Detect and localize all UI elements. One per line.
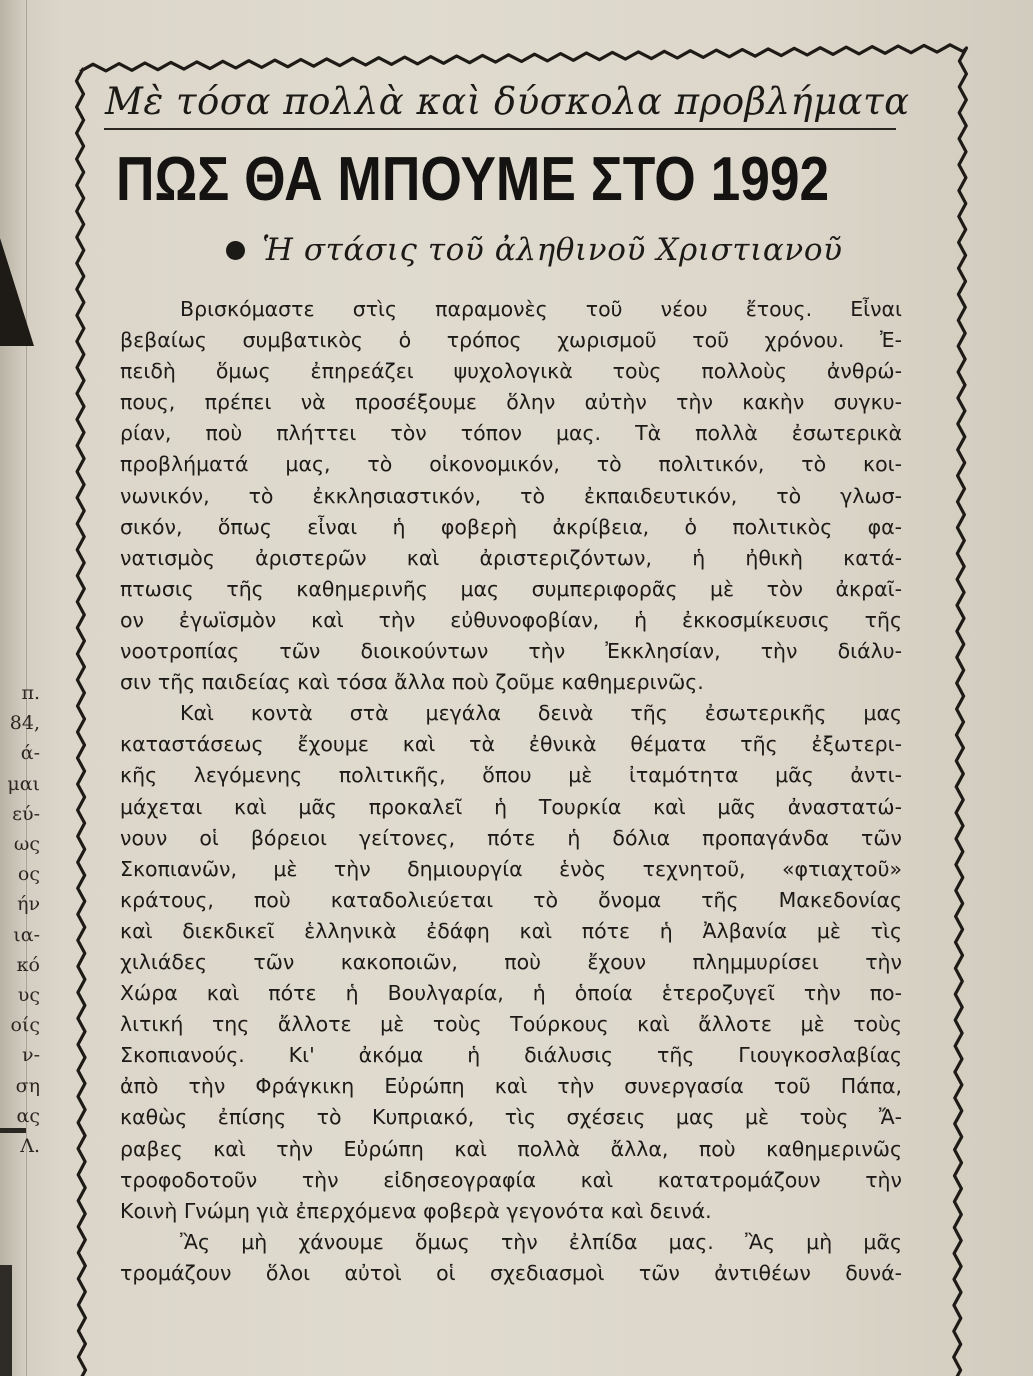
body-line: καὶ διεκδικεῖ ἑλληνικὰ ἐδάφη καὶ πότε ἡ Ἀλβανία μὲ τὶς [120,918,902,943]
deck-text: Ἡ στάσις τοῦ ἀληθινοῦ Χριστιανοῦ [262,232,843,268]
fragment-line: π. [21,682,40,704]
body-line: καταστάσεως ἔχουμε καὶ τὰ ἐθνικὰ θέματα τῆς ἐξωτερι- [120,732,902,757]
fragment-line: οίς [10,1014,40,1037]
fragment-line: μαι [7,772,40,795]
kicker-rule [104,128,896,130]
body-line: Καὶ κοντὰ στὰ μεγάλα δεινὰ τῆς ἐσωτερικῆς μας [180,701,902,726]
fragment-line: εύ- [12,802,40,825]
body-line: Βρισκόμαστε στὶς παραμονὲς τοῦ νέου ἔτους. Εἶναι [180,297,902,321]
body-line: τροφοδοτοῦν τὴν εἰδησεογραφία καὶ κατατρομάζουν τὴν [120,1167,902,1192]
body-line: Σκοπιανούς. Κι' ἀκόμα ἡ διάλυσις τῆς Γιουγκοσλαβίας [120,1043,902,1068]
fragment-line: Λ. [20,1135,40,1158]
body-line: χιλιάδες τῶν κακοποιῶν, ποὺ ἔχουν πλημμυρίσει τὴν [120,949,902,974]
body-line: βεβαίως συμβατικὸς ὁ τρόπος χωρισμοῦ τοῦ χρόνου. Ἐ- [120,328,902,353]
bullet-icon [226,241,245,260]
body-line: σιν τῆς παιδείας καὶ τόσα ἄλλα ποὺ ζοῦμε καθημερινῶς. [120,670,704,695]
body-line: Χώρα καὶ πότε ἡ Βουλγαρία, ἡ ὁποία ἑτεροζυγεῖ τὴν πο- [120,981,902,1006]
body-line: ραβες καὶ τὴν Εὐρώπη καὶ πολλὰ ἄλλα, ποὺ καθημερινῶς [120,1136,902,1161]
body-line: κῆς λεγόμενης πολιτικῆς, ὅπου μὲ ἰταμότητα μᾶς ἀντι- [120,763,902,788]
body-line: προβλήματά μας, τὸ οἰκονομικόν, τὸ πολιτικόν, τὸ κοι- [120,452,902,477]
body-line: νοοτροπίας τῶν διοικούντων τὴν Ἐκκλησίαν, τὴν διάλυ- [120,639,902,664]
fragment-line: ά- [20,742,40,765]
body-line: πτωσις τῆς καθημερινῆς μας συμπεριφορᾶς μὲ τὸν ἀκραῖ- [120,576,902,601]
body-line: τρομάζουν ὅλοι αὐτοὶ οἱ σχεδιασμοὶ τῶν ἀντιθέων δυνά- [120,1260,902,1285]
body-line: Κοινὴ Γνώμη γιὰ ἐπερχόμενα φοβερὰ γεγονότα καὶ δεινά. [120,1198,712,1223]
fragment-line: 84, [9,712,40,735]
fragment-line: ν- [22,1044,40,1067]
body-line: λιτική της ἄλλοτε μὲ τοὺς Τούρκους καὶ ἄλλοτε μὲ τοὺς [120,1012,902,1037]
body-line: πειδὴ ὅμως ἐπηρεάζει ψυχολογικὰ τοὺς πολλοὺς ἀνθρώ- [120,359,902,384]
body-line: ρίαν, ποὺ πλήττει τὸν τόπον μας. Τὰ πολλὰ ἐσωτερικὰ [120,421,902,446]
body-line: καθὼς ἐπίσης τὸ Κυπριακό, τὶς σχέσεις μας μὲ τοὺς Ἄ- [120,1105,902,1130]
fragment-line: ια- [13,923,40,946]
article-body [120,294,902,1289]
body-line: ἀπὸ τὴν Φράγκικη Εὐρώπη καὶ τὴν συνεργασία τοῦ Πάπα, [120,1074,902,1099]
body-line: Ἂς μὴ χάνουμε ὅμως τὴν ἐλπίδα μας. Ἂς μὴ μᾶς [180,1229,902,1254]
fragment-line: ας [16,1104,40,1127]
body-line: κράτους, ποὺ καταδολιεύεται τὸ ὄνομα τῆς Μακεδονίας [120,887,902,912]
body-line: νουν οἱ βόρειοι γείτονες, πότε ἡ δόλια προπαγάνδα τῶν [120,825,902,850]
body-line: νατισμὸς ἀριστερῶν καὶ ἀριστεριζόντων, ἡ ἠθικὴ κατά- [120,545,902,570]
adjacent-image-fragment [0,1265,12,1376]
fragment-line: κό [16,953,40,976]
fragment-line: ση [15,1074,40,1097]
adjacent-column-rule [0,1128,26,1133]
article-deck [226,232,926,276]
fragment-line: ως [13,833,40,856]
body-line: ον ἐγωϊσμὸν καὶ τὴν εὐθυνοφοβίαν, ἡ ἐκκοσμίκευσις τῆς [120,607,902,632]
article-headline: ΠΩΣ ΘΑ ΜΠΟΥΜΕ ΣΤΟ 1992 [116,145,830,214]
body-line: πους, πρέπει νὰ προσέξουμε ὅλην αὐτὴν τὴν κακὴν συγκυ- [120,390,902,415]
fragment-line: ος [17,863,40,886]
fragment-line: υς [17,984,40,1007]
adjacent-graphic-fragment [0,228,40,358]
body-line: σικόν, ὅπως εἶναι ἡ φοβερὴ ἀκρίβεια, ὁ πολιτικὸς φα- [120,514,902,539]
body-line: νωνικόν, τὸ ἐκκλησιαστικόν, τὸ ἐκπαιδευτικόν, τὸ γλωσ- [120,483,902,508]
article-kicker: Μὲ τόσα πολλὰ καὶ δύσκολα προβλήματα [105,80,910,123]
body-line: μάχεται καὶ μᾶς προκαλεῖ ἡ Τουρκία καὶ μᾶς ἀναστατώ- [120,794,902,819]
adjacent-column-fragments [0,678,40,1161]
body-line: Σκοπιανῶν, μὲ τὴν δημιουργία ἑνὸς τεχνητοῦ, «φτιαχτοῦ» [120,856,902,881]
fragment-line: ήν [17,893,40,916]
